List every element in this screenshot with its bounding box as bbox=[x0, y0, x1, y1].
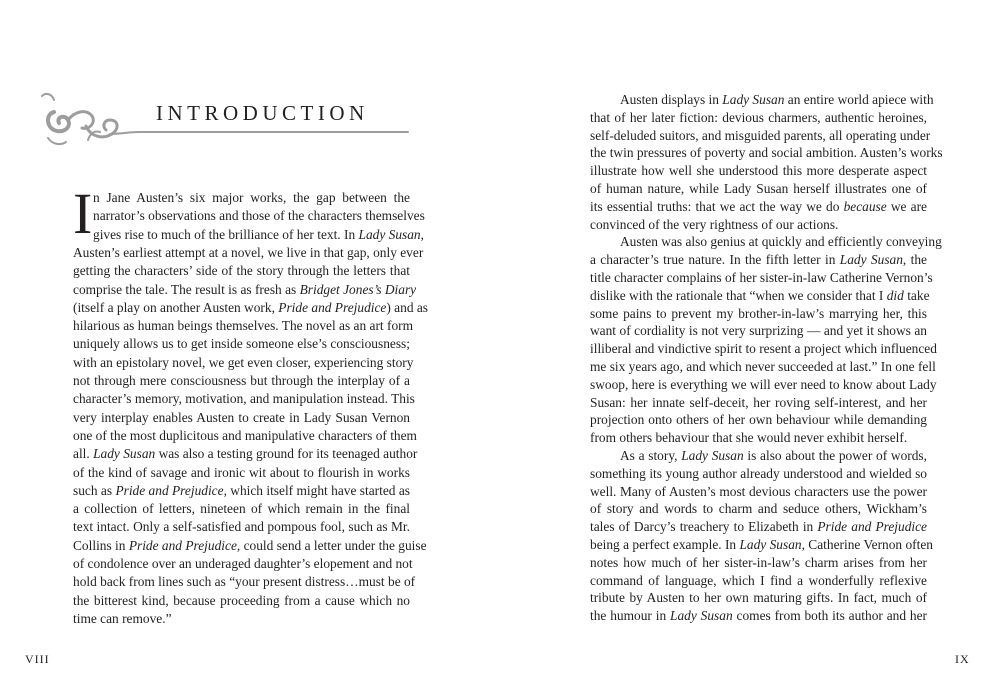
text-line: gives rise to much of the brilliance of her text. In Lady Susan, bbox=[93, 226, 424, 242]
text-line: with an epistolary novel, we get even closer, experiencing story bbox=[73, 354, 414, 370]
text-line: uniquely allows us to get inside someone else’s consciousness; bbox=[73, 336, 410, 352]
drop-cap: I bbox=[73, 181, 93, 246]
text-line: command of language, which I find a wonderfully reflexive bbox=[590, 572, 927, 588]
text-line: convinced of the very rightness of our actions. bbox=[590, 216, 839, 232]
text-line: (itself a play on another Austen work, Pride and Prejudice) and as bbox=[73, 299, 429, 315]
text-line: not through mere consciousness but through the interplay of a bbox=[73, 373, 410, 388]
text-line: the bitterest kind, because proceeding from a cause which no bbox=[73, 592, 410, 608]
text-line: its essential truths: that we act the way we do because we are bbox=[590, 198, 928, 214]
text-line: title character complains of her sister-in-law Catherine Vernon’s bbox=[590, 270, 933, 285]
text-line: some pains to prevent my brother-in-law’s marrying her, this bbox=[590, 305, 927, 321]
text-line: tribute by Austen to her own maturing gifts. In fact, much of bbox=[590, 590, 927, 606]
text-line: illiberal and vindictive spirit to resent a project which influenced bbox=[590, 341, 937, 357]
text-line: illustrate how well she understood this more desperate aspect bbox=[590, 163, 927, 179]
text-line: of human nature, while Lady Susan herself illustrates one of bbox=[590, 181, 927, 196]
text-line: dislike with the rationale that “when we consider that I did take bbox=[590, 287, 930, 303]
text-line: Austen displays in Lady Susan an entire world apiece with bbox=[620, 92, 934, 107]
text-line: Austen was also genius at quickly and efficiently conveying bbox=[620, 234, 942, 250]
text-line: want of cordiality is not very surprizing — and yet it shows an bbox=[590, 323, 927, 339]
text-line: self-deluded suitors, and misguided parents, all operating under bbox=[590, 127, 931, 143]
text-line: Susan: her innate self-deceit, her roving self-interest, and her bbox=[590, 394, 927, 410]
text-line: As a story, Lady Susan is also about the power of words, bbox=[620, 448, 927, 463]
text-line: hilarious as human beings themselves. The novel as an art form bbox=[73, 318, 414, 334]
page-number-left: VIII bbox=[25, 652, 50, 666]
text-line: well. Many of Austen’s most devious characters use the power bbox=[590, 483, 927, 499]
text-line: getting the characters’ side of the story through the letters that bbox=[73, 263, 410, 279]
text-line: of story and words to charm and seduce others, Wickham’s bbox=[590, 501, 927, 517]
text-line: of condolence over an underaged daughter’s elopement and not bbox=[73, 556, 413, 571]
page-title: INTRODUCTION bbox=[156, 101, 369, 125]
text-line: text intact. Only a self-satisfied and pompous fool, such as Mr. bbox=[73, 519, 410, 535]
text-line: all. Lady Susan was also a testing ground for its teenaged author bbox=[73, 446, 418, 462]
text-line: hold back from lines such as “your present distress…must be of bbox=[73, 574, 416, 590]
text-line: narrator’s observations and those of the characters themselves bbox=[93, 208, 425, 224]
text-line: time can remove.” bbox=[73, 610, 172, 626]
page-number-right: IX bbox=[955, 652, 970, 666]
text-line: a collection of letters, nineteen of which remain in the final bbox=[73, 501, 410, 517]
text-line: of the kind of savage and ironic wit about to flourish in works bbox=[73, 464, 410, 480]
text-line: swoop, here is everything we will ever need to know about Lady bbox=[590, 376, 937, 392]
text-line: one of the most duplicitous and manipulative characters of them bbox=[73, 427, 417, 443]
text-line: tales of Darcy’s treachery to Elizabeth in Pride and Prejudice bbox=[590, 519, 928, 535]
text-line: the humour in Lady Susan comes from both its author and her bbox=[590, 608, 927, 624]
text-line: n Jane Austen’s six major works, the gap between the bbox=[93, 190, 410, 205]
text-line: such as Pride and Prejudice, which itself might have started as bbox=[73, 482, 410, 498]
text-line: Austen’s earliest attempt at a novel, we live in that gap, only ever bbox=[73, 244, 424, 260]
text-line: very interplay enables Austen to create in Lady Susan Vernon bbox=[73, 409, 410, 425]
text-line: projection onto others of her own behaviour while demanding bbox=[590, 412, 927, 428]
text-line: comprise the tale. The result is as fresh as Bridget Jones’s Diary bbox=[73, 281, 417, 297]
text-line: something its young author already understood and wielded so bbox=[590, 465, 927, 481]
text-line: character’s memory, motivation, and manipulation instead. This bbox=[73, 391, 415, 407]
text-line: a character’s true nature. In the fifth letter in Lady Susan, the bbox=[590, 252, 927, 268]
text-line: being a perfect example. In Lady Susan, Catherine Vernon often bbox=[590, 537, 933, 552]
text-line: me six years ago, and which never succeeded at last.” In one fell bbox=[590, 359, 936, 374]
text-line: that of her later fiction: devious charmers, authentic heroines, bbox=[590, 109, 927, 125]
text-line: Collins in Pride and Prejudice, could send a letter under the guise bbox=[73, 537, 427, 553]
text-line: the twin pressures of poverty and social ambition. Austen’s works bbox=[590, 145, 943, 161]
text-line: from others behaviour that she would never exhibit herself. bbox=[590, 430, 908, 446]
text-line: notes how much of her sister-in-law’s charm arises from her bbox=[590, 554, 927, 570]
